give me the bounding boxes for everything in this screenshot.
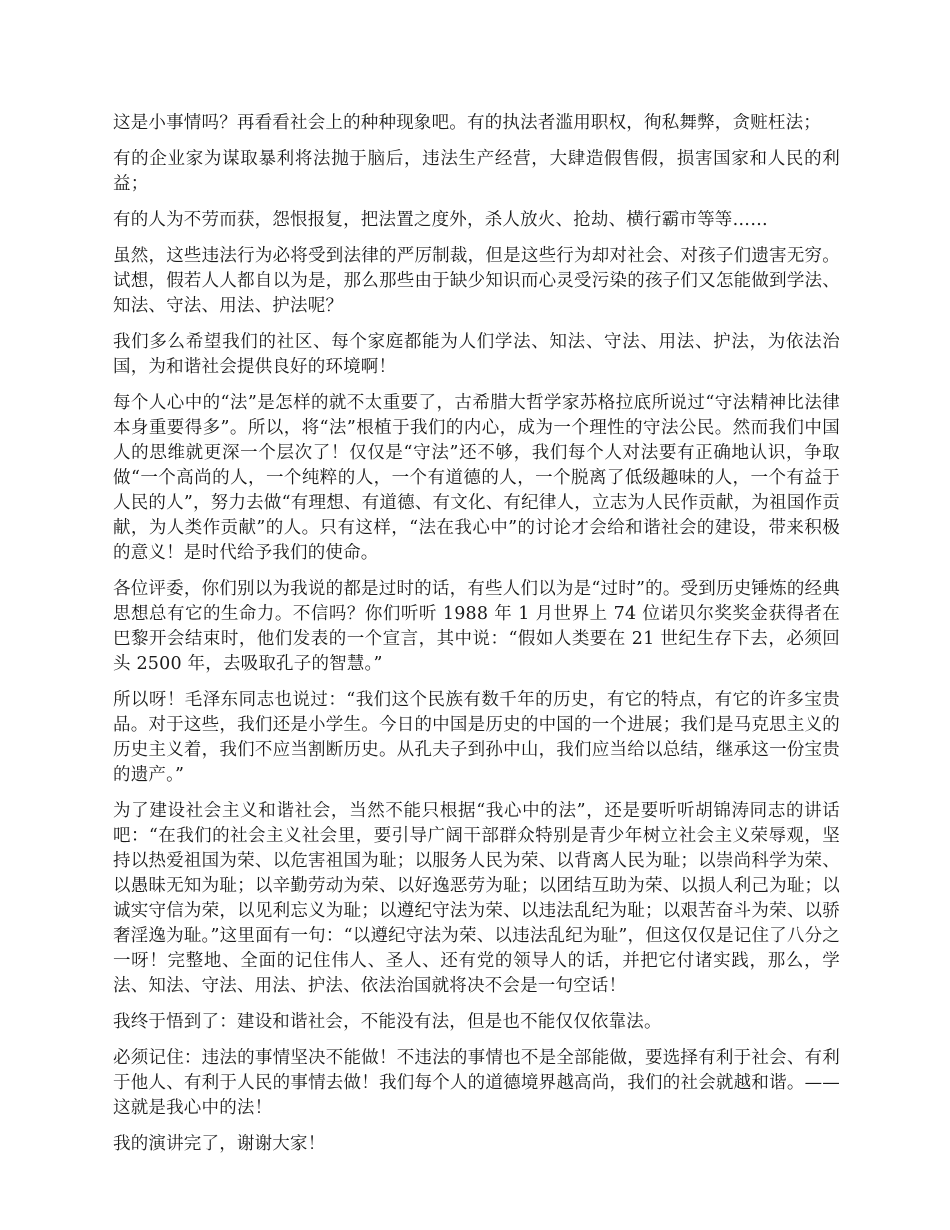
paragraph-1: 这是小事情吗？再看看社会上的种种现象吧。有的执法者滥用职权，徇私舞弊，贪赃枉法； — [113, 113, 821, 133]
paragraph-8: 所以呀！毛泽东同志也说过：“我们这个民族有数千年的历史，有它的特点，有它的许多宝贵品。对于这些，我们还是小学生。今日的中国是历史的中国的一个进展；我们是马克思主义的历史主义着，我们不应当割断历史。从孔夫子到孙中山，我们应当给以总结，继承这一份宝贵的遗产。” — [113, 690, 840, 785]
paragraph-3: 有的人为不劳而获，怨恨报复，把法置之度外，杀人放火、抢劫、横行霸市等等…… — [113, 210, 768, 230]
paragraph-2: 有的企业家为谋取暴利将法抛于脑后，违法生产经营，大肆造假售假，损害国家和人民的利益； — [113, 149, 840, 194]
paragraph-7: 各位评委，你们别以为我说的都是过时的话，有些人们以为是“过时”的。受到历史锤炼的经典思想总有它的生命力。不信吗？你们听听 1988 年 1 月世界上 74 位诺贝尔奖奖金获得者在巴黎开会结束时，他们发表的一个宣言，其中说：“假如人类要在 21 世纪生存下去，必须回头 2500 年，去吸取孔子的智慧。” — [113, 579, 840, 674]
paragraph-11: 必须记住：违法的事情坚决不能做！不违法的事情也不是全部能做，要选择有利于社会、有利于他人、有利于人民的事情去做！我们每个人的道德境界越高尚，我们的社会就越和谐。——这就是我心中的法！ — [113, 1048, 840, 1118]
paragraph-9: 为了建设社会主义和谐社会，当然不能只根据“我心中的法”，还是要听听胡锦涛同志的讲话吧：“在我们的社会主义社会里，要引导广阔干部群众特别是青少年树立社会主义荣辱观，坚持以热爱祖国为荣、以危害祖国为耻；以服务人民为荣、以背离人民为耻；以崇尚科学为荣、以愚昧无知为耻；以辛勤劳动为荣、以好逸恶劳为耻；以团结互助为荣、以损人利己为耻；以诚实守信为荣，以见利忘义为耻；以遵纪守法为荣、以违法乱纪为耻；以艰苦奋斗为荣、以骄奢淫逸为耻。”这里面有一句：“以遵纪守法为荣、以违法乱纪为耻”，但这仅仅是记住了八分之一呀！完整地、全面的记住伟人、圣人、还有党的领导人的话，并把它付诸实践，那么，学法、知法、守法、用法、护法、依法治国就将决不会是一句空话！ — [113, 801, 840, 996]
paragraph-10: 我终于悟到了：建设和谐社会，不能没有法，但是也不能仅仅依靠法。 — [113, 1012, 662, 1032]
paragraph-5: 我们多么希望我们的社区、每个家庭都能为人们学法、知法、守法、用法、护法，为依法治国，为和谐社会提供良好的环境啊！ — [113, 332, 840, 377]
paragraph-6: 每个人心中的“法”是怎样的就不太重要了，古希腊大哲学家苏格拉底所说过“守法精神比法律本身重要得多”。所以，将“法”根植于我们的内心，成为一个理性的守法公民。然而我们中国人的思维就更深一个层次了！仅仅是“守法”还不够，我们每个人对法要有正确地认识，争取做“一个高尚的人，一个纯粹的人，一个有道德的人，一个脱离了低级趣味的人，一个有益于人民的人”，努力去做“有理想、有道德、有文化、有纪律人，立志为人民作贡献，为祖国作贡献，为人类作贡献”的人。只有这样，“法在我心中”的讨论才会给和谐社会的建设，带来积极的意义！是时代给予我们的使命。 — [113, 393, 840, 563]
paragraph-4: 虽然，这些违法行为必将受到法律的严厉制裁，但是这些行为却对社会、对孩子们遗害无穷。试想，假若人人都自以为是，那么那些由于缺少知识而心灵受污染的孩子们又怎能做到学法、知法、守法、用法、护法呢？ — [113, 246, 840, 316]
paragraph-12: 我的演讲完了，谢谢大家！ — [113, 1134, 326, 1154]
document-page — [113, 111, 840, 1168]
